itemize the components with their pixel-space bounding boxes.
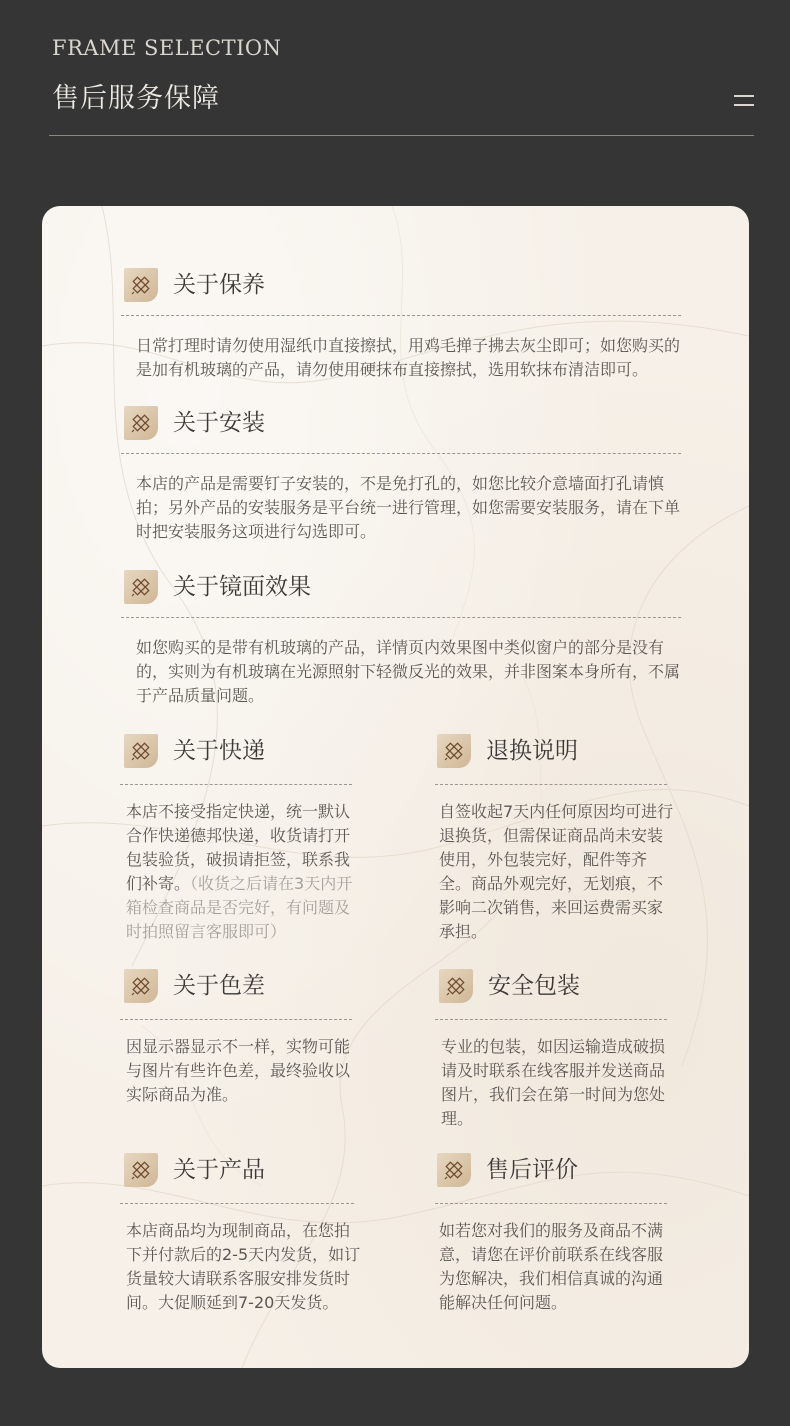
section-title: 安全包装 [488,973,580,999]
section-title: 关于镜面效果 [173,574,311,600]
section-divider [121,453,681,454]
pencil-ruler-icon [439,969,473,1003]
pencil-ruler-icon [124,969,158,1003]
service-card [42,206,749,1368]
pencil-ruler-icon [437,1153,471,1187]
express-text: 本店不接受指定快递，统一默认合作快递德邦快递，收货请打开包装验货，破损请拒签，联系我们补寄。 [126,802,351,893]
section-text: 如若您对我们的服务及商品不满意，请您在评价前联系在线客服为您解决，我们相信真诚的沟通能解决任何问题。 [439,1221,664,1312]
section-color [124,969,360,1104]
section-title: 售后评价 [486,1157,578,1183]
section-title: 关于快递 [173,738,265,764]
section-text: 自签收起7天内任何原因均可进行退换货，但需保证商品尚未安装使用，外包装完好，配件等齐全。商品外观完好，无划痕，不影响二次销售，来回运费需买家承担。 [439,802,674,941]
section-divider [120,1203,354,1204]
section-review [437,1153,673,1312]
pencil-ruler-icon [124,734,158,768]
section-returns [437,734,674,941]
section-divider [435,1203,667,1204]
pencil-ruler-icon [437,734,471,768]
section-install [124,406,684,541]
section-product [124,1153,361,1312]
express-note: （收货之后请在3天内开箱检查商品是否完好，有问题及时拍照留言客服即可） [126,874,353,941]
pencil-ruler-icon [124,268,158,302]
page-title: 售后服务保障 [52,83,220,114]
menu-icon[interactable] [734,95,754,107]
section-text: 本店商品均为现制商品，在您拍下并付款后的2-5天内发货，如订货量较大请联系客服安排发货时间。大促顺延到7-20天发货。 [126,1221,361,1312]
section-text: 如您购买的是带有机玻璃的产品，详情页内效果图中类似窗户的部分是没有的，实则为有机玻璃在光源照射下轻微反光的效果，并非图案本身所有，不属于产品质量问题。 [136,638,681,705]
pencil-ruler-icon [124,570,158,604]
pencil-ruler-icon [124,1153,158,1187]
section-divider [435,784,667,785]
section-title: 关于保养 [173,272,265,298]
section-text: 专业的包装，如因运输造成破损请及时联系在线客服并发送商品图片，我们会在第一时间为您处理。 [441,1037,666,1128]
section-text: 本店的产品是需要钉子安装的，不是免打孔的，如您比较介意墙面打孔请慎拍；另外产品的安装服务是平台统一进行管理，如您需要安装服务，请在下单时把安装服务这项进行勾选即可。 [136,474,681,541]
brand-name: FRAME SELECTION [52,36,282,60]
section-text: 因显示器显示不一样，实物可能与图片有些许色差，最终验收以实际商品为准。 [126,1037,351,1104]
section-title: 退换说明 [486,738,578,764]
section-care [124,268,684,379]
section-text [126,800,362,944]
header-divider [49,135,754,136]
section-divider [121,617,681,618]
section-packaging [439,969,675,1128]
section-express [124,734,360,941]
section-title: 关于产品 [173,1157,265,1183]
section-mirror [124,570,684,705]
section-title: 关于色差 [173,973,265,999]
pencil-ruler-icon [124,406,158,440]
section-divider [435,1019,667,1020]
section-divider [121,315,681,316]
section-title: 关于安装 [173,410,265,436]
section-divider [120,784,352,785]
section-divider [120,1019,352,1020]
section-text: 日常打理时请勿使用湿纸巾直接擦拭，用鸡毛掸子拂去灰尘即可；如您购买的是加有机玻璃的产品，请勿使用硬抹布直接擦拭，选用软抹布清洁即可。 [136,336,681,379]
